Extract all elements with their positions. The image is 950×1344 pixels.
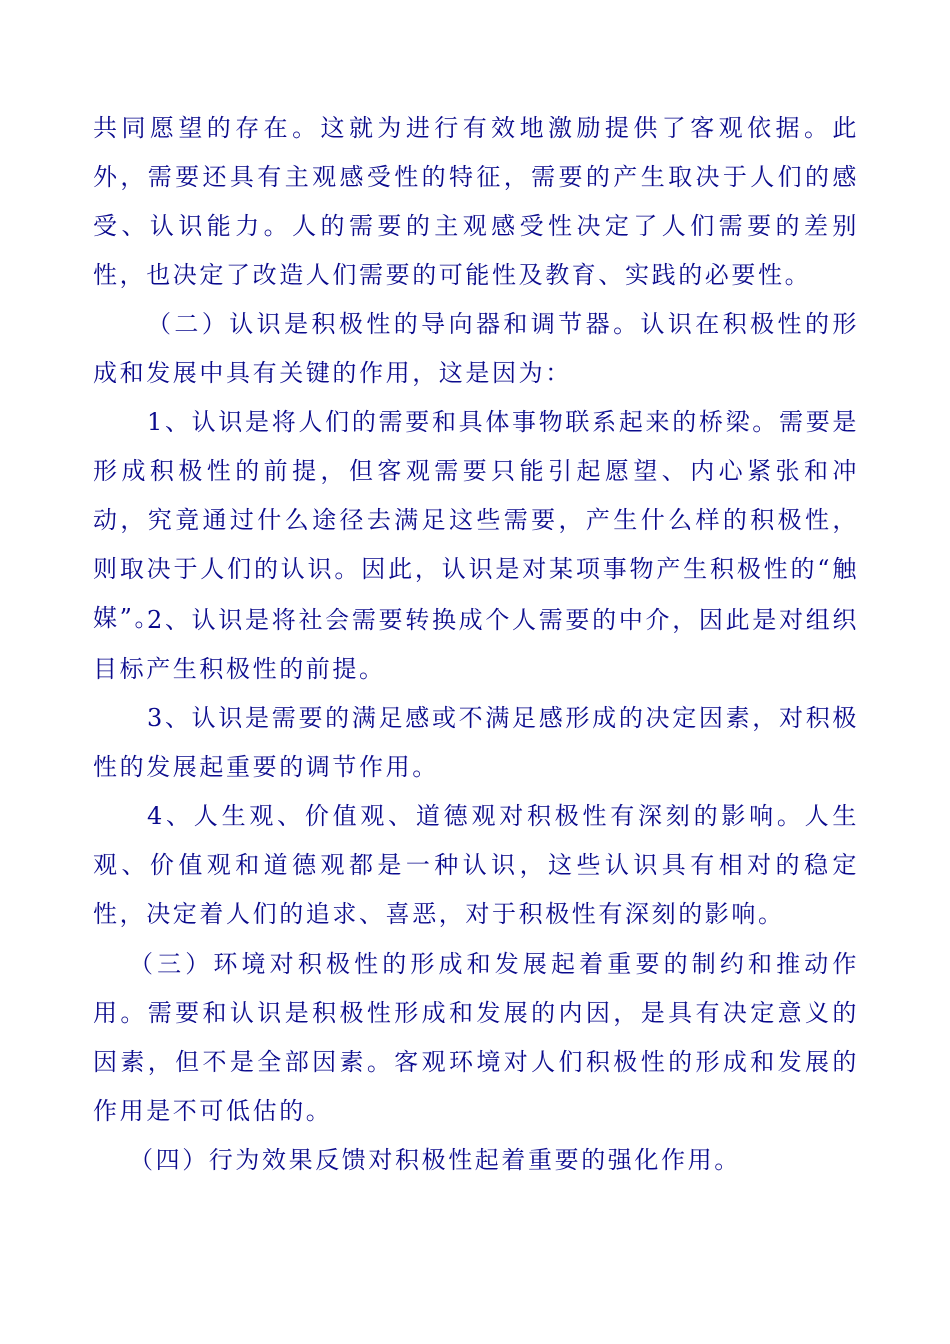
paragraph-item-4: 4、人生观、价值观、道德观对积极性有深刻的影响。人生观、价值观和道德观都是一种认识，这些认识具有相对的稳定性，决定着人们的追求、喜恶，对于积极性有深刻的影响。 xyxy=(93,802,859,928)
paragraph-section-2: （二）认识是积极性的导向器和调节器。认识在积极性的形成和发展中具有关键的作用，这是因为： xyxy=(93,310,859,387)
paragraph-item-3: 3、认识是需要的满足感或不满足感形成的决定因素，对积极性的发展起重要的调节作用。 xyxy=(93,704,859,781)
paragraph-section-3: （三）环境对积极性的形成和发展起着重要的制约和推动作用。需要和认识是积极性形成和发展的内因，是具有决定意义的因素，但不是全部因素。客观环境对人们积极性的形成和发展的作用是不可低估的。 xyxy=(93,950,859,1125)
paragraph-item-1: 1、认识是将人们的需要和具体事物联系起来的桥梁。需要是形成积极性的前提，但客观需要只能引起愿望、内心紧张和冲动，究竟通过什么途径去满足这些需要，产生什么样的积极性，则取决于人们的认识。因此，认识是对某项事物产生积极性的“触媒”。 xyxy=(93,408,859,632)
paragraph-section-4: （四）行为效果反馈对积极性起着重要的强化作用。 xyxy=(129,1146,741,1174)
paragraph-item-2: 2、认识是将社会需要转换成个人需要的中介，因此是对组织目标产生积极性的前提。 xyxy=(93,606,859,683)
paragraph-continuation: 共同愿望的存在。这就为进行有效地激励提供了客观依据。此外，需要还具有主观感受性的特征，需要的产生取决于人们的感受、认识能力。人的需要的主观感受性决定了人们需要的差别性，也决定了改造人们需要的可能性及教育、实践的必要性。 xyxy=(93,114,859,289)
